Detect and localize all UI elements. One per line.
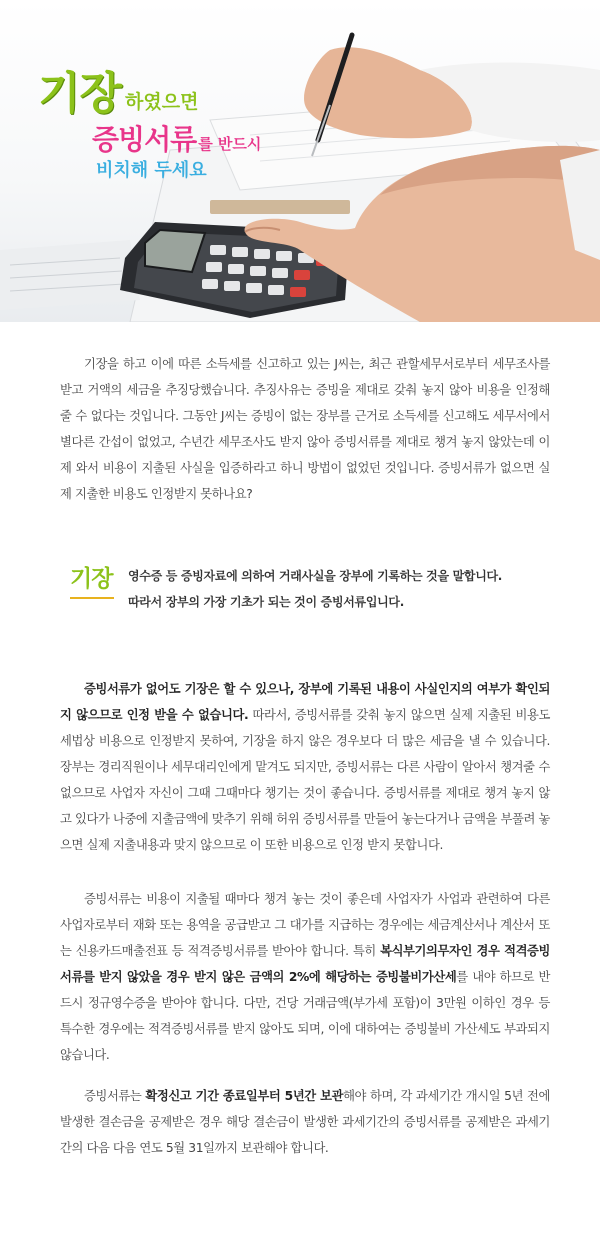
hero-title-small1: 하였으면 xyxy=(125,91,199,113)
paragraph-2-part2: 를 내야 하므로 반드시 정규영수증을 받아야 합니다. 다만, 건당 거래금액(부가세 포함)이 3만원 이하인 경우 등 특수한 경우에는 적격증빙서류를 받지 않아도 되며, 이에 대하여는 증빙불비 가산세도 부과되지 않습니다. xyxy=(60,970,550,1062)
paragraph-2-bold: 복식부기의무자인 경우 적격증빙서류를 받지 않았을 경우 받지 않은 금액의 2%에 해당하는 증빙불비가산세 xyxy=(60,944,551,984)
hero-title-big: 기장 xyxy=(38,68,122,119)
hero-title-line3: 비치해 두세요 xyxy=(96,160,207,181)
definition-term: 기장 xyxy=(70,566,113,592)
hero-banner xyxy=(0,0,600,322)
paragraph-3-part1: 해야 하며, 각 과세기간 개시일 5년 전에 발생한 결손금을 공제받은 경우 해당 결손금이 발생한 과세기간의 증빙서류를 공제받은 과세기간의 다음 다음 연도 5월 31일까지 보관해야 합니다. xyxy=(60,1089,550,1155)
definition-line-2: 따라서 장부의 가장 기초가 되는 것이 증빙서류입니다. xyxy=(128,595,404,609)
hero-title xyxy=(38,68,262,181)
paragraph-3-part0: 증빙서류는 xyxy=(84,1089,146,1103)
hero-title-mid: 증빙서류 xyxy=(92,123,197,156)
paragraph-1-bold: 증빙서류가 없어도 기장은 할 수 있으나, 장부에 기록된 내용이 사실인지의 여부가 확인되지 않으므로 인정 받을 수 없습니다. xyxy=(60,682,550,722)
paragraph-2 xyxy=(60,886,550,1068)
hero-title-small2: 를 반드시 xyxy=(198,135,262,153)
intro-paragraph: 기장을 하고 이에 따른 소득세를 신고하고 있는 J씨는, 최근 관할세무서로부터 세무조사를 받고 거액의 세금을 추징당했습니다. 추징사유는 증빙을 제대로 갖춰 놓지 않아 비용을 인정해 줄 수 없다는 것입니다. 그동안 J씨는 증빙이 없는 장부를 근거로 소득세를 신고해도 세무서에서 별다른 간섭이 없었고, 수년간 세무조사도 받지 않아 증빙서류를 제대로 챙겨 놓지 않았는데 이제 와서 비용이 지출된 사실을 입증하라고 하니 방법이 없었던 것입니다. 증빙서류가 없으면 실제 지출한 비용도 인정받지 못하나요? xyxy=(60,357,550,501)
paragraph-1 xyxy=(60,676,550,858)
paragraph-3-bold: 확정신고 기간 종료일부터 5년간 보관 xyxy=(145,1089,344,1103)
definition-line-1: 영수증 등 증빙자료에 의하여 거래사실을 장부에 기록하는 것을 말합니다. xyxy=(128,569,503,583)
definition-text xyxy=(128,563,502,615)
definition-divider xyxy=(70,597,114,599)
paragraph-1-rest: 따라서, 증빙서류를 갖춰 놓지 않으면 실제 지출된 비용도 세법상 비용으로 인정받지 못하여, 기장을 하지 않은 경우보다 더 많은 세금을 낼 수 있습니다. 장부는 경리직원이나 세무대리인에게 맡겨도 되지만, 증빙서류는 다른 사람이 알아서 챙겨줄 수 없으므로 사업자 자신이 그때 그때마다 챙기는 것이 좋습니다. 증빙서류를 제대로 챙겨 놓지 않고 있다가 나중에 지출금액에 맞추기 위해 허위 증빙서류를 만들어 놓는다거나 금액을 부풀려 놓으면 실제 지출내용과 맞지 않으므로 이 또한 비용으로 인정 받지 못합니다. xyxy=(60,708,550,852)
paragraph-3 xyxy=(60,1083,550,1161)
definition-box xyxy=(70,560,540,610)
paragraph-2-part1: 증빙서류는 비용이 지출될 때마다 챙겨 놓는 것이 좋은데 사업자가 사업과 관련하여 다른 사업자로부터 재화 또는 용역을 공급받고 그 대가를 지급하는 경우에는 세금계산서나 계산서 또는 신용카드매출전표 등 적격증빙서류를 받아야 합니다. 특히 xyxy=(60,892,550,958)
